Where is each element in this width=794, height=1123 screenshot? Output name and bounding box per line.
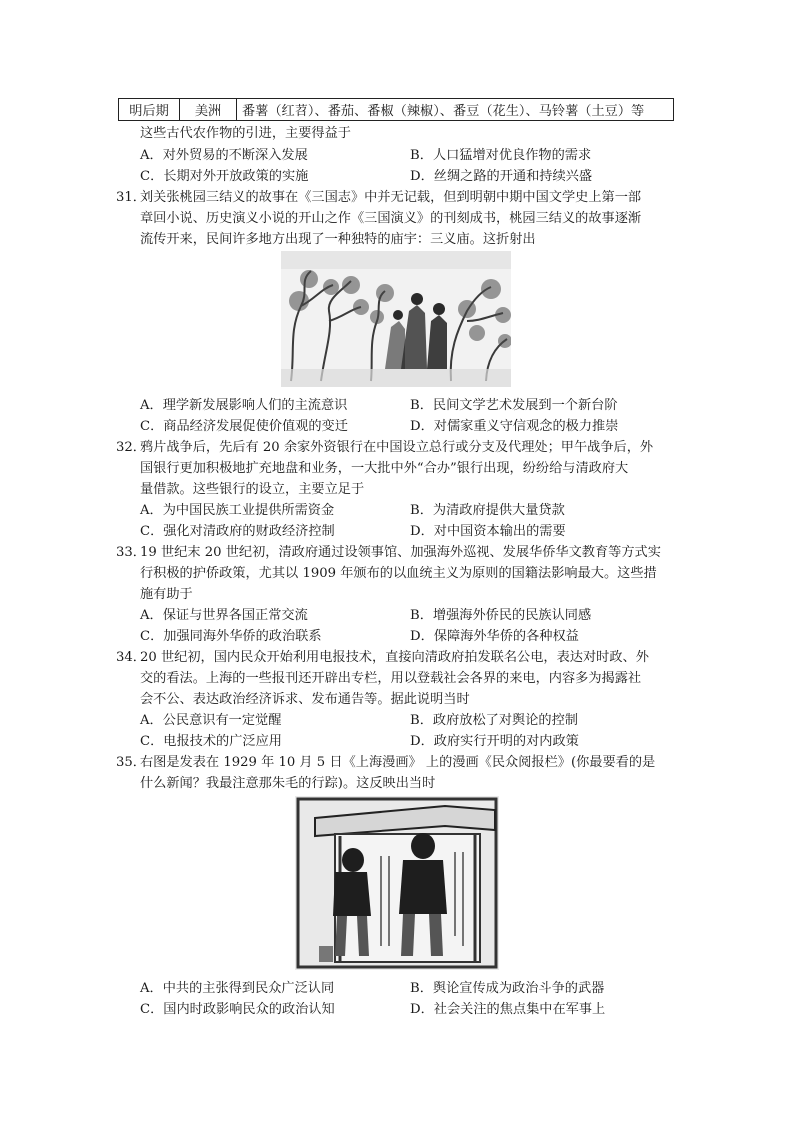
q33-option-a: A．保证与世界各国正常交流 <box>140 608 308 623</box>
q31-option-c: C．商品经济发展促使价值观的变迁 <box>140 419 348 434</box>
table-cell-period: 明后期 <box>119 99 180 121</box>
table-row <box>119 99 674 121</box>
crop-table <box>118 98 674 121</box>
q35-option-c: C．国内时政影响民众的政治认知 <box>140 1002 335 1017</box>
q31-option-b: B．民间文学艺术发展到一个新台阶 <box>410 398 618 413</box>
table-cell-region: 美洲 <box>180 99 237 121</box>
q30-option-a: A．对外贸易的不断深入发展 <box>140 148 308 163</box>
q34-line-1: 20 世纪初，国内民众开始利用电报技术，直接向清政府拍发联名公电，表达对时政、外 <box>140 650 649 665</box>
q32-number: 32． <box>116 440 146 455</box>
q33-option-c: C．加强同海外华侨的政治联系 <box>140 629 322 644</box>
q33-option-d: D．保障海外华侨的各种权益 <box>410 629 579 644</box>
q34-number: 34． <box>116 650 146 665</box>
q31-option-d: D．对儒家重义守信观念的极力推崇 <box>410 419 619 434</box>
q32-line-3: 量借款。这些银行的设立，主要立足于 <box>140 482 365 497</box>
q34-option-d: D．政府实行开明的对内政策 <box>410 734 579 749</box>
q34-option-a: A．公民意识有一定觉醒 <box>140 713 282 728</box>
q32-option-a: A．为中国民族工业提供所需资金 <box>140 503 335 518</box>
q35-option-a: A．中共的主张得到民众广泛认同 <box>140 981 335 996</box>
q31-number: 31． <box>116 190 146 205</box>
q35-line-2: 什么新闻？我最注意那朱毛的行踪)。这反映出当时 <box>140 776 436 791</box>
q33-option-b: B．增强海外侨民的民族认同感 <box>410 608 592 623</box>
peach-garden-painting <box>281 251 511 387</box>
q33-number: 33． <box>116 545 146 560</box>
q32-line-2: 国银行更加积极地扩充地盘和业务，一大批中外“合办”银行出现，纷纷给与清政府大 <box>140 461 629 476</box>
q34-option-c: C．电报技术的广泛应用 <box>140 734 282 749</box>
q35-number: 35． <box>116 755 146 770</box>
q35-option-b: B．舆论宣传成为政治斗争的武器 <box>410 981 605 996</box>
q33-line-2: 行积极的护侨政策，尤其以 1909 年颁布的以血统主义为原则的国籍法影响最大。这些措 <box>140 566 657 581</box>
q31-line-2: 章回小说、历史演义小说的开山之作《三国演义》的刊刻成书，桃园三结义的故事逐渐 <box>140 211 642 226</box>
q32-option-d: D．对中国资本输出的需要 <box>410 524 566 539</box>
q31-line-1: 刘关张桃园三结义的故事在《三国志》中并无记载，但到明朝中期中国文学史上第一部 <box>140 190 642 205</box>
q32-option-c: C．强化对清政府的财政经济控制 <box>140 524 335 539</box>
q33-line-3: 施有助于 <box>140 587 193 602</box>
newspaper-board-cartoon-svg <box>295 796 499 970</box>
q30-option-c: C．长期对外开放政策的实施 <box>140 169 309 184</box>
q35-line-1: 右图是发表在 1929 年 10 月 5 日《上海漫画》 上的漫画《民众阅报栏》(你最要看的是 <box>140 755 656 770</box>
q30-option-b: B．人口猛增对优良作物的需求 <box>410 148 592 163</box>
q32-line-1: 鸦片战争后，先后有 20 余家外资银行在中国设立总行或分支及代理处；甲午战争后，外 <box>140 440 654 455</box>
q31-option-a: A．理学新发展影响人们的主流意识 <box>140 398 348 413</box>
peach-garden-painting-svg <box>281 251 511 387</box>
q30-option-d: D．丝绸之路的开通和持续兴盛 <box>410 169 593 184</box>
q33-line-1: 19 世纪末 20 世纪初，清政府通过设领事馆、加强海外巡视、发展华侨华文教育等方式实 <box>140 545 661 560</box>
newspaper-board-cartoon <box>295 796 499 970</box>
q31-line-3: 流传开来，民间许多地方出现了一种独特的庙宇：三义庙。这折射出 <box>140 232 536 247</box>
table-cell-crops: 番薯（红苕）、番茄、番椒（辣椒）、番豆（花生）、马铃薯（土豆）等 <box>237 99 674 121</box>
q32-option-b: B．为清政府提供大量贷款 <box>410 503 565 518</box>
q34-line-2: 交的看法。上海的一些报刊还开辟出专栏，用以登载社会各界的来电，内容多为揭露社 <box>140 671 642 686</box>
q34-option-b: B．政府放松了对舆论的控制 <box>410 713 578 728</box>
q34-line-3: 会不公、表达政治经济诉求、发布通告等。据此说明当时 <box>140 692 470 707</box>
q35-option-d: D．社会关注的焦点集中在军事上 <box>410 1002 606 1017</box>
q30-stem: 这些古代农作物的引进，主要得益于 <box>140 126 351 141</box>
